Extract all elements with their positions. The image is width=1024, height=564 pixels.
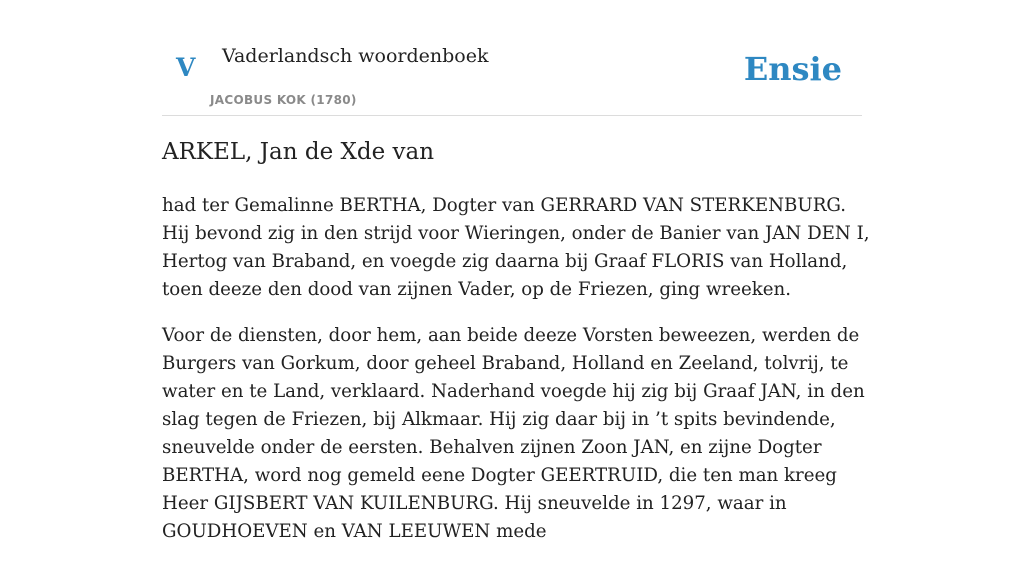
book-title-link[interactable]: Vaderlandsch woordenboek (222, 45, 489, 67)
entry-body (162, 192, 870, 564)
entry-title: ARKEL, Jan de Xde van (162, 139, 435, 165)
book-logo-letter[interactable]: V (176, 53, 196, 82)
entry-paragraph-1: had ter Gemalinne BERTHA, Dogter van GERRARD VAN STERKENBURG. Hij bevond zig in den strijd voor Wieringen, onder de Banier van JAN DEN I, Hertog van Braband, en voegde zig daarna bij Graaf FLORIS van Holland, toen deeze den dood van zijnen Vader, op de Friezen, ging wreeken. (162, 195, 870, 300)
page-header (162, 40, 862, 116)
ensie-logo[interactable]: Ensie (743, 50, 842, 88)
author-label: JACOBUS KOK (1780) (210, 93, 357, 107)
entry-paragraph-2: Voor de diensten, door hem, aan beide deeze Vorsten beweezen, werden de Burgers van Gorkum, door geheel Braband, Holland en Zeeland, tolvrij, te water en te Land, verklaard. Naderhand voegde hij zig bij Graaf JAN, in den slag tegen de Friezen, bij Alkmaar. Hij zig daar bij in ’t spits bevindende, sneuvelde onder de eersten. Behalven zijnen Zoon JAN, en zijne Dogter BERTHA, word nog gemeld eene Dogter GEERTRUID, die ten man kreeg Heer GIJSBERT VAN KUILENBURG. Hij sneuvelde in 1297, waar in GOUDHOEVEN en VAN LEEUWEN mede (162, 325, 865, 542)
